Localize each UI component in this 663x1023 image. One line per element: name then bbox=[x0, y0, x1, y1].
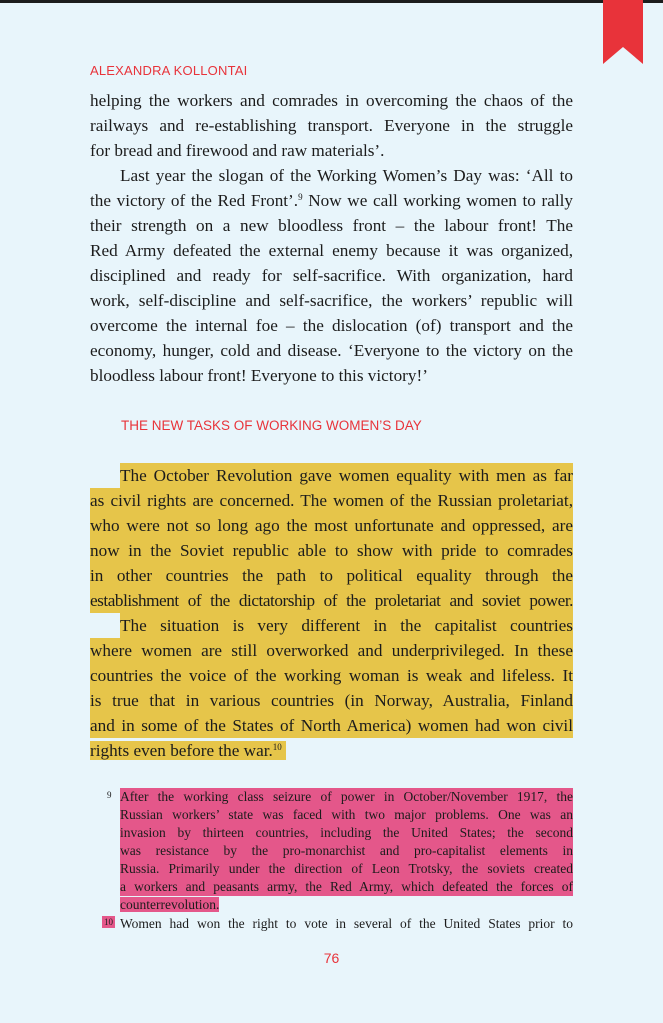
section-heading: THE NEW TASKS OF WORKING WOMEN’S DAY bbox=[121, 418, 422, 433]
footnote-ref-9[interactable]: 9 bbox=[298, 192, 303, 202]
text-line: and in some of the States of North America) women had won civil bbox=[90, 713, 573, 738]
text-line: who were not so long ago the most unfortunate and oppressed, are bbox=[90, 513, 573, 538]
footnote-number-9: 9 bbox=[107, 790, 112, 800]
text-line: is true that in various countries (in Norway, Australia, Finland bbox=[90, 688, 573, 713]
footnote-line: a workers and peasants army, the Red Army, which defeated the forces of bbox=[120, 879, 573, 894]
footnote-line: was resistance by the pro-monarchist and pro-capitalist elements in bbox=[120, 843, 573, 858]
text-line: The situation is very different in the capitalist countries bbox=[90, 613, 573, 638]
text-line: now in the Soviet republic able to show with pride to comrades bbox=[90, 538, 573, 563]
text-line: economy, hunger, cold and disease. ‘Everyone to the victory on the bbox=[90, 341, 573, 360]
top-border bbox=[0, 0, 663, 3]
text-line: work, self-discipline and self-sacrifice, the workers’ republic will bbox=[90, 291, 573, 310]
footnote-line: After the working class seizure of power in October/November 1917, the bbox=[120, 789, 573, 804]
text-line: establishment of the dictatorship of the proletariat and soviet power. bbox=[90, 588, 573, 613]
text-line: the victory of the Red Front’.$^9$ Now we call working women to rally bbox=[90, 191, 574, 210]
text-line: helping the workers and comrades in overcoming the chaos of the bbox=[90, 91, 573, 110]
text-line: where women are still overworked and underprivileged. In these bbox=[90, 638, 573, 663]
text-line: rights even before the war.$^{10}$ bbox=[90, 738, 573, 763]
page-number: 76 bbox=[323, 950, 340, 966]
text-line: Red Army defeated the external enemy because it was organized, bbox=[90, 241, 573, 260]
text-line: overcome the internal foe – the dislocation (of) transport and the bbox=[90, 316, 573, 335]
text-line: railways and re-establishing transport. Everyone in the struggle bbox=[90, 116, 573, 135]
footnote-9[interactable] bbox=[120, 788, 573, 914]
highlighted-paragraph-capitalist[interactable] bbox=[90, 613, 573, 763]
paragraph-slogan bbox=[90, 163, 573, 388]
highlighted-paragraph-october[interactable] bbox=[90, 463, 573, 613]
footnote-number-10: 10 bbox=[104, 917, 113, 927]
text-line: bloodless labour front! Everyone to this victory!’ bbox=[90, 366, 428, 385]
text-line: as civil rights are concerned. The women of the Russian proletariat, bbox=[90, 488, 573, 513]
paragraph-continuation bbox=[90, 88, 573, 163]
footnote-line: Russian workers’ state was faced with two major problems. One was an bbox=[120, 807, 573, 822]
footnote-line: counterrevolution. bbox=[120, 897, 220, 912]
footnote-line: Russia. Primarily under the direction of Leon Trotsky, the soviets created bbox=[120, 861, 573, 876]
text-line: in other countries the path to political equality through the bbox=[90, 563, 573, 588]
footnote-ref-10[interactable]: 10 bbox=[272, 742, 282, 752]
text-line: countries the voice of the working woman is weak and lifeless. It bbox=[90, 663, 573, 688]
bookmark-icon[interactable] bbox=[603, 0, 643, 64]
running-head: ALEXANDRA KOLLONTAI bbox=[90, 63, 248, 78]
text-line: The October Revolution gave women equality with men as far bbox=[90, 463, 573, 488]
text-line: disciplined and ready for self-sacrifice. With organization, hard bbox=[90, 266, 573, 285]
text-line: their strength on a new bloodless front – the labour front! The bbox=[90, 216, 573, 235]
footnote-line: Women had won the right to vote in several of the United States prior to bbox=[120, 916, 573, 931]
text-line: Last year the slogan of the Working Women’s Day was: ‘All to bbox=[120, 166, 573, 185]
text-line: for bread and firewood and raw materials’. bbox=[90, 141, 385, 160]
footnote-line: invasion by thirteen countries, including the United States; the second bbox=[120, 825, 573, 840]
footnote-10[interactable] bbox=[120, 915, 573, 933]
